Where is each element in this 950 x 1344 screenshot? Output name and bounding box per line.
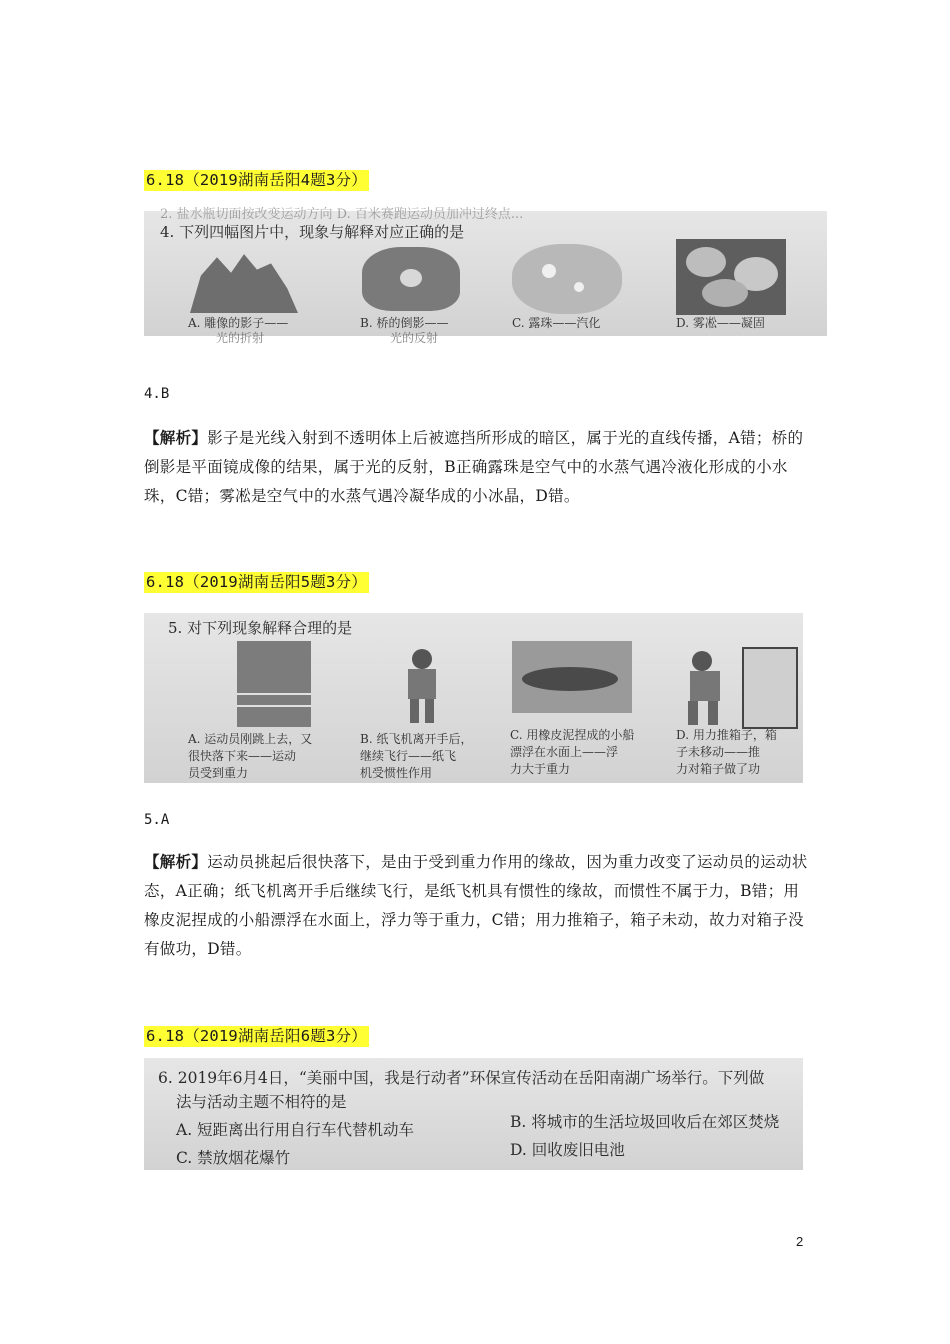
dew-on-leaf-image — [512, 244, 622, 314]
analysis-label: 【解析】 — [144, 428, 208, 447]
option-d-label: D. 回收废旧电池 — [510, 1141, 625, 1159]
option-d-label: D. 雾凇——凝固 — [676, 316, 765, 330]
paper-plane-boy-image — [396, 639, 448, 725]
source-tag-q4: 6.18（2019湖南岳阳4题3分） — [146, 171, 367, 189]
option-b-label: B. 桥的倒影—— — [360, 316, 449, 330]
source-tag-q6: 6.18（2019湖南岳阳6题3分） — [146, 1027, 367, 1045]
question-5-photo — [144, 613, 803, 783]
answer-5: 5.A — [144, 812, 170, 828]
jumper-image — [237, 641, 311, 727]
option-a-label: A. 运动员刚跳上去，又 很快落下来——运动 员受到重力 — [188, 732, 313, 780]
source-tag-q5: 6.18（2019湖南岳阳5题3分） — [146, 573, 367, 591]
question-6-line2: 法与活动主题不相符的是 — [176, 1093, 347, 1111]
question-4-photo — [144, 207, 827, 345]
cut-off-line: 2. 盐水瓶切面按改变运动方向 D. 百米赛跑运动员加冲过终点... — [160, 207, 524, 222]
analysis-5-text: 运动员挑起后很快落下，是由于受到重力作用的缘故，因为重力改变了运动员的运动状态，A正确；纸飞机离开手后继续飞行，是纸飞机具有惯性的缘故，而惯性不属于力，B错；用橡皮泥捏成的小船漂浮在水面上，浮力等于重力，C错；用力推箱子，箱子未动，故力对箱子没有做功，D错。 — [144, 853, 808, 958]
option-c-label: C. 禁放烟花爆竹 — [176, 1149, 291, 1167]
clay-boat-image — [512, 641, 632, 713]
answer-4: 4.B — [144, 386, 170, 402]
option-b-label: B. 将城市的生活垃圾回收后在郊区焚烧 — [510, 1113, 780, 1131]
option-b-label: B. 纸飞机离开手后， 继续飞行——纸飞 机受惯性作用 — [360, 732, 473, 780]
statue-shadow-image — [190, 251, 298, 313]
question-6-photo — [144, 1058, 803, 1170]
analysis-4 — [144, 423, 809, 511]
option-a-cut: 光的折射 — [216, 331, 265, 345]
analysis-label: 【解析】 — [144, 852, 208, 871]
page-number: 2 — [796, 1234, 804, 1249]
option-d-label: D. 用力推箱子，箱 子未移动——推 力对箱子做了功 — [676, 728, 777, 776]
analysis-4-text: 影子是光线入射到不透明体上后被遮挡所形成的暗区，属于光的直线传播，A错；桥的倒影是平面镜成像的结果，属于光的反射，B正确露珠是空气中的水蒸气遇冷液化形成的小水珠，C错；雾凇是空气中的水蒸气遇冷凝华成的小冰晶，D错。 — [144, 429, 804, 505]
question-6-line1: 6. 2019年6月4日，“美丽中国，我是行动者”环保宣传活动在岳阳南湖广场举行。下列做 — [158, 1069, 765, 1087]
option-a-label: A. 雕像的影子—— — [188, 316, 289, 330]
option-b-cut: 光的反射 — [390, 331, 439, 345]
question-5-text: 5. 对下列现象解释合理的是 — [168, 619, 353, 637]
analysis-5 — [144, 847, 809, 964]
option-c-label: C. 露珠——汽化 — [512, 316, 601, 330]
option-c-label: C. 用橡皮泥捏成的小船 漂浮在水面上——浮 力大于重力 — [510, 728, 635, 776]
option-a-label: A. 短距离出行用自行车代替机动车 — [176, 1121, 415, 1139]
boy-pushing-box-image — [674, 641, 798, 727]
rime-image — [676, 239, 786, 315]
bridge-reflection-image — [362, 247, 460, 311]
question-4-text: 4. 下列四幅图片中，现象与解释对应正确的是 — [160, 223, 465, 241]
